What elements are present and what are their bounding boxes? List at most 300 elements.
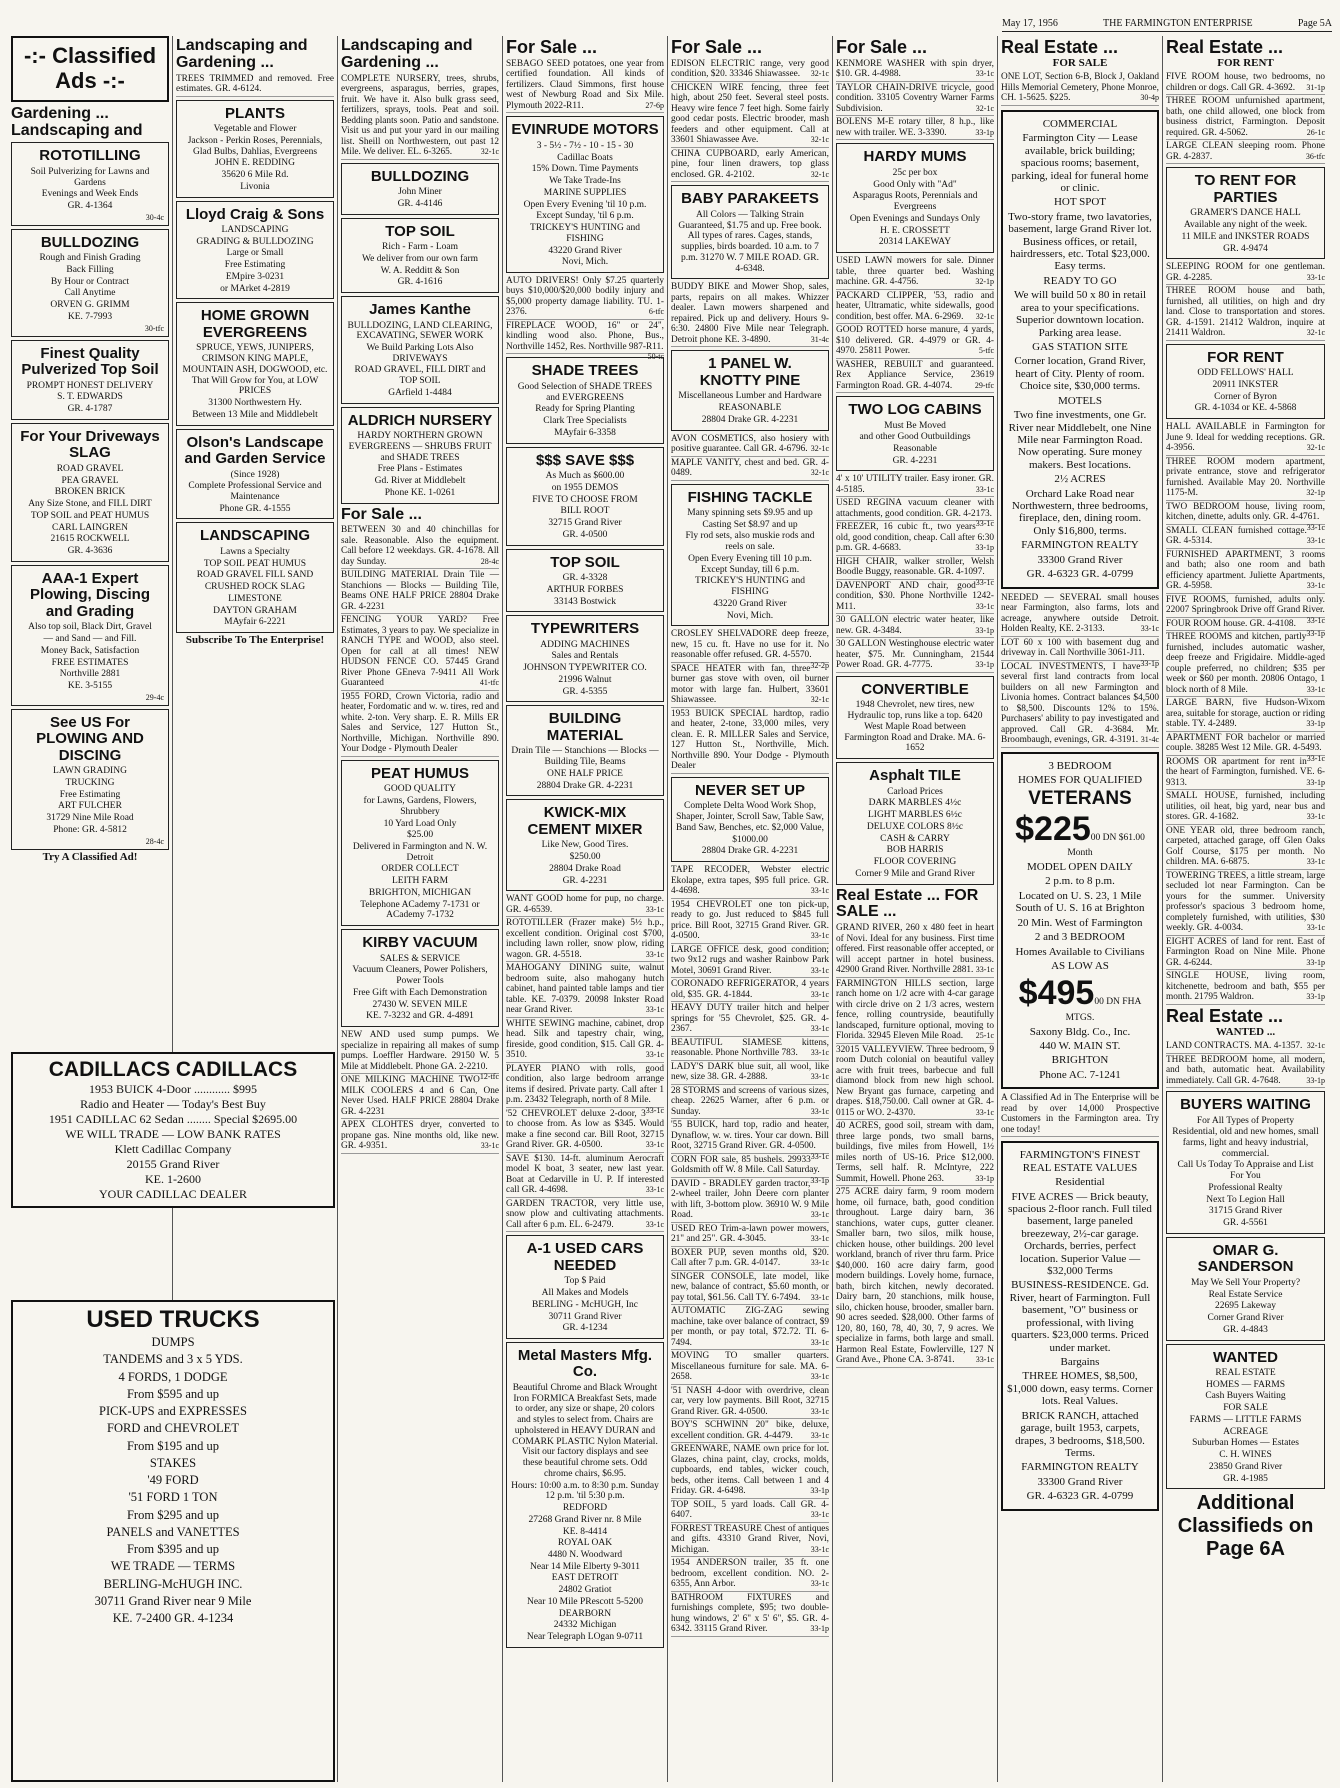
ad-list xyxy=(836,676,994,885)
ad-line: $250.00 xyxy=(569,852,601,863)
ad-line: FIVE TO CHOOSE FROM xyxy=(532,494,638,505)
liner-text: SAVE $130. 14-ft. aluminum Aerocraft model K boat, 3 seater, new last year. Boat at Cedarville in U. P. If interested call GR. 4-4698. xyxy=(506,1153,664,1196)
ad-line: KE. 8-4414 xyxy=(562,1526,608,1537)
ad-line: LIMESTONE xyxy=(228,593,282,604)
liner-text: 30 GALLON Westinghouse electric water heater, $75. Mr. Cunningham, 21544 Power Road. GR. 4-7775. xyxy=(836,639,994,671)
ad-title: TOP SOIL xyxy=(550,553,620,571)
liner-list xyxy=(506,894,664,1232)
liner-code: 33-1p xyxy=(1306,992,1325,1002)
ad-line: GR. 4-1787 xyxy=(67,404,113,415)
liner-text: 28 STORMS and screens of various sizes, cheap. 22625 Warner, after 6 p.m. or Sunday. xyxy=(671,1085,829,1117)
classified-title: -:- Classified Ads -:- xyxy=(11,36,169,102)
ad-line: We deliver from our own farm xyxy=(361,253,479,264)
ad-title: A-1 USED CARS NEEDED xyxy=(526,1240,644,1274)
liner-list xyxy=(836,923,994,1368)
ad-line: Cadillac Boats xyxy=(557,152,613,163)
liner-text: CHICKEN WIRE fencing, three feet high, about 250 feet. Several steel posts. Heavy wire fence 7 feet high. Some fairly good cedar posts. Electric brooder, mash feeders and other equipment. Call at 33601 Shiawassee Ave. xyxy=(671,82,829,146)
liner-ad xyxy=(1166,871,1325,936)
ad-line: 23850 Grand River xyxy=(1208,1461,1283,1472)
ad-line: Near Telegraph LOgan 9-0711 xyxy=(526,1632,644,1643)
liner-ad xyxy=(506,1109,664,1153)
liner-text: BOXER PUP, seven months old, $20. Call after 7 p.m. GR. 4-0147. xyxy=(671,1247,829,1269)
text-line: 1953 BUICK 4-Door ............ $995 xyxy=(89,1082,257,1096)
text-line: WE TRADE — TERMS xyxy=(110,1559,236,1574)
ad-line: SALES & SERVICE xyxy=(380,953,460,964)
ad-line: GR. 4-0500 xyxy=(562,529,608,540)
liner-ad xyxy=(506,963,664,1018)
ad-line: 28804 Drake GR. 4-2231 xyxy=(701,414,799,425)
liner-code: 33-1c xyxy=(1140,624,1159,634)
ad-line: DELUXE COLORS 8½c xyxy=(866,821,964,832)
ad-line: KE. 3-5155 xyxy=(67,680,113,691)
ad-line: HOMES — FARMS xyxy=(1205,1379,1285,1390)
ad-title: BUYERS WAITING xyxy=(1180,1096,1311,1113)
liner-text: BUDDY BIKE and Mower Shop, sales, parts, repairs on all makes. Whizzer dealer. Lawn mowers sharpened and repaired. Pick up and delivery. Hours 9-6:30. 24800 Five Mile near Telegraph. Detroit phone KE. 3-4890. xyxy=(671,282,829,345)
liner-ad xyxy=(341,570,499,614)
liner-ad xyxy=(671,83,829,148)
liner-code: 29-tfc xyxy=(974,380,994,390)
ad-line: Professional Realty xyxy=(1208,1182,1283,1193)
display-ad xyxy=(176,201,334,300)
liner-code: 33-1c xyxy=(1306,615,1325,625)
liner-ad xyxy=(671,1500,829,1523)
ad-line: Call Anytime xyxy=(64,288,116,299)
text-line: Phone AC. 7-1241 xyxy=(1039,1068,1121,1081)
liner-text: LOT 60 x 100 with basement dug and driveway in. Call Northville 3061-J11. xyxy=(1001,637,1159,659)
liner-text: FIVE ROOMS, furnished, adults only. 22007 Springbrook Drive off Grand River. xyxy=(1166,594,1325,616)
ad-line: ROAD GRAVEL, FILL DIRT and TOP SOIL xyxy=(354,365,486,387)
ad-title: KWICK-MIX CEMENT MIXER xyxy=(527,804,643,838)
text-line: 2 p.m. to 8 p.m. xyxy=(1045,875,1115,888)
liner-text: USED REO Trim-a-lawn power mowers, 21" and 25". GR. 4-3045. xyxy=(671,1223,829,1245)
liner-text: PACKARD CLIPPER, '53, radio and heater, Ultramatic, white sidewalls, good condition, best offer. MA. 6-2969. xyxy=(836,290,994,322)
ad-line: DARK MARBLES 4½c xyxy=(868,798,962,809)
liner-ad xyxy=(1166,422,1325,456)
ad-title: James Kanthe xyxy=(369,301,471,318)
liner-ad xyxy=(836,1045,994,1121)
ad-line: CARL LAINGREN xyxy=(52,522,128,533)
ad-line: 30711 Grand River xyxy=(548,1311,622,1322)
vet-headline-2: HOMES FOR QUALIFIED xyxy=(1017,774,1143,786)
liner-code: 33-1p xyxy=(1306,1075,1325,1085)
liner-ad xyxy=(1166,937,1325,971)
ad-line: JOHNSON TYPEWRITER CO. xyxy=(523,663,647,674)
display-ad xyxy=(506,1342,664,1648)
ad-line: 20314 LAKEWAY xyxy=(878,237,952,248)
text-line: BRIGHTON xyxy=(1051,1054,1109,1067)
liner-code: 26-1c xyxy=(1306,127,1325,137)
subscribe-line: Subscribe To The Enterprise! xyxy=(185,634,325,647)
liner-text: 32015 VALLEYVIEW. Three bedroom, 9 room Dutch colonial on beautiful valley acre with fruit trees, barbecue and full diamond block from new high school. New Bryant gas furnace, carpeting and drapes. $18,750.00. Call owner at GR. 4-0115 or WO. 2-4370. xyxy=(836,1044,994,1118)
ad-line: TRUCKING xyxy=(65,777,115,788)
liner-ad xyxy=(1166,457,1325,501)
display-ad xyxy=(11,229,169,337)
liner-code: 33-1c xyxy=(645,1140,664,1150)
ad-line: Good Only with "Ad" xyxy=(873,179,957,190)
liner-text: ROOMS OR apartment for rent in the heart of Farmington, furnished. VE. 6-9313. xyxy=(1166,756,1325,788)
display-ad xyxy=(506,1235,664,1339)
section-header: For Sale ... xyxy=(836,37,928,57)
liner-list xyxy=(341,1030,499,1154)
liner-ad xyxy=(1166,550,1325,594)
text-line: HOT SPOT xyxy=(1053,196,1107,209)
cadillac-headline: CADILLACS CADILLACS xyxy=(48,1058,298,1081)
ad-line: Delivered in Farmington and N. W. Detroit xyxy=(352,842,488,863)
liner-ad xyxy=(836,256,994,290)
liner-code: 33-1c xyxy=(1306,684,1325,694)
liner-text: HIGH CHAIR, walker stroller, Welsh Boodle Buggy, reasonable. GR. 4-1097. xyxy=(836,556,994,578)
liner-code: 33-1c xyxy=(1306,272,1325,282)
ad-line: ADDING MACHINES xyxy=(540,639,630,650)
ad-line: LAWN GRADING xyxy=(53,766,127,777)
ad-line: Any Size Stone, and FILL DIRT xyxy=(28,499,152,510)
liner-code: 32-1c xyxy=(810,695,829,705)
ad-line: for Lawns, Gardens, Flowers, Shrubbery xyxy=(363,796,477,817)
ad-title: CONVERTIBLE xyxy=(861,680,969,698)
text-line: Residential xyxy=(1055,1176,1105,1189)
ad-line: Near 10 Mile PRescott 5-5200 xyxy=(526,1596,644,1607)
ad-line: 31715 Grand River xyxy=(1208,1206,1283,1217)
liner-code: 30-4p xyxy=(1140,93,1159,103)
ad-title: OMAR G. SANDERSON xyxy=(1197,1241,1294,1276)
cadillac-ad xyxy=(11,1052,335,1208)
liner-text: '52 CHEVROLET deluxe 2-door, 3 to choose from. As low as $345. Would make a fine second car. Bill Root, 32715 Grand River. GR. 4-0500. xyxy=(506,1108,664,1151)
liner-ad xyxy=(506,1154,664,1198)
liner-text: FARMINGTON HILLS section, large ranch home on 1/2 acre with 4-car garage with circle drive on 2 1/3 acres, western fence, rolling countryside, beautifully landscaped, furniture optional, moving to Florida. 32945 Eleven Mile Road. xyxy=(836,978,994,1042)
vet-price-1: $225 xyxy=(1015,809,1091,848)
ad-line: Open Every Evening 'til 10 p.m. xyxy=(523,199,647,210)
liner-code: 33-1c xyxy=(810,1292,829,1302)
ad-line: For All Types of Property xyxy=(1196,1115,1295,1126)
liner-code: 33-1c xyxy=(810,1151,829,1161)
liner-list xyxy=(1166,422,1325,1005)
liner-text: SINGER CONSOLE, late model, like new, balance of contract, $5.60 month, or pay total, $61.56. Call TY. 6-7494. xyxy=(671,1271,829,1303)
display-ad xyxy=(341,296,499,404)
ad-list xyxy=(341,760,499,1027)
liner-code: 33-1p xyxy=(1306,719,1325,729)
display-ad xyxy=(11,565,169,706)
ad-line: BERLING - McHUGH, Inc xyxy=(531,1299,639,1310)
ad-line: BOB HARRIS xyxy=(886,845,944,856)
liner-ad xyxy=(671,1248,829,1271)
liner-list xyxy=(1001,72,1159,106)
ad-line: Corner of Byron xyxy=(1214,391,1277,402)
liner-ad xyxy=(671,149,829,183)
display-ad xyxy=(836,143,994,253)
ad-line: As Much as $600.00 xyxy=(545,471,625,482)
liner-code: 32-1c xyxy=(480,147,499,157)
text-line: 440 W. MAIN ST. xyxy=(1039,1039,1121,1052)
liner-text: CORONADO REFRIGERATOR, 4 years old, $35. GR. 4-1844. xyxy=(671,979,829,1000)
ad-line: 31300 Northwestern Hy. xyxy=(208,398,302,409)
ad-line: Rough and Finish Grading xyxy=(39,253,141,264)
ad-line: GR. 4-3636 xyxy=(67,546,113,557)
ad-line: GR. 4-3328 xyxy=(562,573,608,584)
liner-list xyxy=(1001,593,1159,748)
section-header: Real Estate ... xyxy=(1001,37,1119,57)
ad-title: EVINRUDE MOTORS xyxy=(511,121,659,139)
ad-title: 1 PANEL W. KNOTTY PINE xyxy=(699,355,801,389)
ad-line: EAST DETROIT xyxy=(551,1573,619,1584)
liner-ad xyxy=(836,291,994,325)
ad-line: Like New, Good Tires. xyxy=(541,840,629,851)
display-ad xyxy=(671,484,829,627)
additional-classifieds-note: Additional Classifieds on Page 6A xyxy=(1177,1492,1314,1561)
liner-ad xyxy=(671,1224,829,1247)
liner-text: 1953 BUICK SPECIAL hardtop, radio and heater, 2-tone, 33,000 miles, very clean. E. R. MILLER Sales and Service, 127 Hutton St., Northville, Mich. Northville 890. Your Dodge - Plymouth Dealer xyxy=(671,708,829,772)
ad-line: GR. 4-9474 xyxy=(1223,243,1268,254)
ad-line: GR. 4-2231 xyxy=(892,455,938,466)
ad-line: Phone GR. 4-1555 xyxy=(219,503,291,514)
liner-text: SMALL CLEAN furnished cottage. GR. 4-5314. xyxy=(1166,525,1307,547)
liner-list xyxy=(1166,1041,1325,1088)
liner-text: HALL AVAILABLE in Farmington for June 9. Ideal for wedding receptions. GR. 4-3956. xyxy=(1166,422,1325,454)
liner-text: ROTOTILLER (Frazer make) 5½ h.p., excellent condition. Original cost $700, including lawn roller, snow plow, riding wagon. GR. 4-5518. xyxy=(506,918,664,960)
liner-code: 50-tc xyxy=(647,352,664,362)
ad-line: 22695 Lakeway xyxy=(1215,1301,1276,1312)
liner-ad xyxy=(1001,593,1159,637)
ad-line: FOR SALE xyxy=(1223,1403,1268,1414)
ad-code: 29-4c xyxy=(145,692,164,702)
ad-line: Lawns a Specialty xyxy=(220,546,290,557)
text-line: BRICK RANCH, attached garage, built 1953, carpets, drapes, 3 bedrooms, $18,500. Terms. xyxy=(1015,1409,1145,1459)
liner-text: 275 ACRE dairy farm, 9 room modern home, oil furnace, bath, good condition throughout. Large dairy barn, 36 stanchions, water cups, gutter cleaner. Smaller barn, two silos, milk house, chicken house, other buildings. 200 level workland, branch of river thru farm. Price $40,000. 160 acre dairy farm, good modern buildings. Lovely home, furnace, bath, birch kitchen, newly decorated. Dairy barn, 20 stanchions, milk house, silo, chicken house, brooder, smaller barn. 90 acres seeded. $28,000. Other farms of 120, 80, 160, 78, 40, 30, 7, 9 acres. We specialize in farms, both large and small. Harmon Real Estate, Fowlerville, 127 N Grand Ave., Phone CA. 3-8741. xyxy=(836,1187,994,1366)
ad-line: Beautiful Chrome and Black Wrought Iron FORMICA Breakfast Sets, made to order, any size or shape, 20 colors and styles to select from. Chairs are upholstered in HEAVY DURAN and COMARK PLASTIC Nylon Material. Visit our factory displays and see these beautiful chrome sets. Odd chrome chairs, $6.95. xyxy=(512,1382,658,1479)
liner-ad xyxy=(1166,732,1325,763)
ad-line: 25c per box xyxy=(892,167,938,178)
liner-ad xyxy=(836,117,994,140)
ad-line: H. E. CROSSETT xyxy=(880,225,950,236)
liner-ad xyxy=(836,522,994,556)
liner-code: 31-4c xyxy=(1140,735,1159,745)
liner-ad xyxy=(671,1420,829,1443)
text-line: From $595 and up xyxy=(126,1386,219,1401)
liner-code: 33-1p xyxy=(810,1175,829,1185)
liner-code: 32-1c xyxy=(1306,443,1325,453)
liner-ad xyxy=(506,918,664,962)
column-3 xyxy=(338,36,503,1782)
liner-code: 33-1c xyxy=(1306,536,1325,546)
ad-line: HARDY NORTHERN GROWN EVERGREENS — SHRUBS FRUIT and SHADE TREES xyxy=(348,431,492,463)
ad-line: 10 Yard Load Only xyxy=(383,818,457,829)
ad-line: Hours: 10:00 a.m. to 8:30 p.m. Sunday 12 p.m. 'til 5:30 p.m. xyxy=(511,1480,659,1502)
ad-line: 43220 Grand River xyxy=(713,598,787,609)
liner-code: 33-1c xyxy=(645,1105,664,1115)
ad-title: See US For PLOWING AND DISCING xyxy=(36,713,144,764)
ad-line: Free Estimating xyxy=(59,789,121,800)
ad-title: LANDSCAPING xyxy=(199,527,310,545)
liner-code: 33-1c xyxy=(810,1024,829,1034)
liner-code: 33-1p xyxy=(975,543,994,553)
liner-text: LARGE CLEAN sleeping room. Phone GR. 4-2837. xyxy=(1166,141,1325,162)
ad-line: Fly rod sets, also muskie rods and reels on sale. xyxy=(685,531,815,553)
liner-ad xyxy=(1166,757,1325,791)
ad-list xyxy=(836,396,994,471)
display-ad xyxy=(671,350,829,430)
liner-ad xyxy=(1166,1055,1325,1089)
ad-line: TOP SOIL PEAT HUMUS xyxy=(203,558,307,569)
text-line: From $295 and up xyxy=(126,1507,219,1522)
ad-title: BABY PARAKEETS xyxy=(681,190,819,208)
liner-list xyxy=(341,74,499,160)
text-line: 33300 Grand River xyxy=(1037,553,1123,566)
ad-title: TO RENT FOR PARTIES xyxy=(1194,172,1297,206)
ad-line: 28804 Drake GR. 4-2231 xyxy=(701,846,799,857)
liner-ad xyxy=(1166,618,1325,639)
liner-ad xyxy=(671,865,829,899)
display-ad xyxy=(836,396,994,471)
display-ad xyxy=(671,777,829,862)
liner-code: 36-tfc xyxy=(1305,151,1325,161)
liner-text: SLEEPING ROOM for one gentleman. GR. 4-2285. xyxy=(1166,262,1325,283)
vet-price-2: $495 xyxy=(1018,974,1095,1013)
ad-code: 30-4c xyxy=(145,212,164,222)
ad-list xyxy=(671,350,829,430)
liner-ad xyxy=(341,692,499,757)
liner-code: 33-1p xyxy=(1140,658,1159,668)
display-ad xyxy=(1166,344,1325,419)
ad-title: Olson's Landscape and Garden Service xyxy=(184,433,326,468)
text-line: 2½ ACRES xyxy=(1054,473,1106,486)
liner-text: APEX CLOHTES dryer, converted to propane gas. Nine months old, like new. GR. 4-9351. xyxy=(341,1120,499,1152)
liner-list xyxy=(671,282,829,347)
ad-line: 27430 W. SEVEN MILE xyxy=(372,999,468,1010)
ad-line: 4480 N. Woodward xyxy=(547,1549,623,1560)
masthead xyxy=(1002,18,1332,32)
text-line: Saxony Bldg. Co., Inc. xyxy=(1029,1025,1131,1038)
ad-title: PLANTS xyxy=(225,104,285,122)
ad-line: May We Sell Your Property? xyxy=(1190,1277,1301,1288)
ad-line: Back Filling xyxy=(66,265,114,276)
liner-text: BUILDING MATERIAL Drain Tile — Stanchions — Blocks — Building Tile, Beams ONE HALF PRICE 28804 Drake GR. 4-2231 xyxy=(341,570,499,612)
section-subheader: WANTED ... xyxy=(1215,1025,1276,1038)
vet-contact-lines xyxy=(1007,1026,1153,1082)
liner-ad xyxy=(836,581,994,615)
ad-line: GR. 4-4843 xyxy=(1223,1324,1268,1335)
ad-list xyxy=(506,1235,664,1648)
ad-line: GR. 4-2231 xyxy=(562,875,608,886)
ad-line: ROYAL OAK xyxy=(557,1538,613,1549)
liner-code: 32-1c xyxy=(810,135,829,145)
ad-line: Money Back, Satisfaction xyxy=(40,645,140,656)
display-ad xyxy=(1166,1091,1325,1234)
liner-text: '55 BUICK, hard top, radio and heater, Dynaflow, w. w. tires. Your car down. Bill Root, 32715 Grand River. GR. 4-0500. xyxy=(671,1120,829,1152)
cadillac-lines xyxy=(17,1082,329,1202)
ad-list xyxy=(671,777,829,862)
ad-line: Casting Set $8.97 and up xyxy=(702,519,798,530)
liner-code: 33-1c xyxy=(1306,857,1325,867)
liner-code: 33-1c xyxy=(1306,812,1325,822)
ad-line: ORDER COLLECT xyxy=(381,864,459,875)
liner-code: 32-1c xyxy=(810,444,829,453)
column-6 xyxy=(833,36,998,1782)
liner-text: BOY'S SCHWINN 20" bike, deluxe, excellent condition. GR. 4-4479. xyxy=(671,1420,829,1441)
liner-text: DAVID - BRADLEY garden tractor, 2-wheel trailer, John Deere corn planter with lift, 3-bottom plow. 36910 W. 9 Mile Road. xyxy=(671,1178,829,1221)
liner-ad xyxy=(506,320,664,362)
liner-code: 33-1c xyxy=(975,1355,994,1365)
ad-line: Reasonable xyxy=(893,444,937,454)
text-line: PANELS and VANETTES xyxy=(106,1524,240,1539)
liner-text: GREENWARE, NAME own price for lot. Glazes, china paint, clay, crocks, molds, cupboards, end tables, wicker couch, beds, other items. Call between 1 and 4 Friday. GR. 4-6498. xyxy=(671,1444,829,1497)
ad-line: Open Every Evening till 10 p.m. Except Sunday, till 6 p.m. xyxy=(688,553,812,575)
ad-list xyxy=(11,142,169,849)
liner-code: 33-1c xyxy=(975,69,994,79)
ad-line: EMpire 3-0231 xyxy=(225,271,285,282)
liner-code: 33-1c xyxy=(1306,581,1325,591)
text-line: Corner location, Grand River, heart of City. Plenty of room. Choice site, $30,000 terms. xyxy=(1014,355,1146,393)
liner-text: FREEZER, 16 cubic ft., two years old, good condition, cheap. Call after 6:30 p.m. GR. 4-6683. xyxy=(836,522,994,554)
ad-line: 20911 INKSTER xyxy=(1212,379,1279,390)
ad-line: KE. 7-7993 xyxy=(67,311,113,322)
ad-line: 15% Down. Time Payments xyxy=(531,164,639,175)
liner-text: EDISON ELECTRIC range, very good condition, $20. 33346 Shiawassee. xyxy=(671,58,829,80)
liner-ad xyxy=(836,923,994,978)
liner-ad xyxy=(341,1030,499,1082)
liner-text: SMALL HOUSE, furnished, including utilities, oil heat, big yard, near bus and stores. GR. 4-1682. xyxy=(1166,791,1325,823)
ad-title: Asphalt TILE xyxy=(869,767,961,785)
ad-line: BILL ROOT xyxy=(560,506,610,517)
liner-ad xyxy=(671,1524,829,1558)
ad-line: LIGHT MARBLES 6½c xyxy=(867,810,963,821)
text-line: Two fine investments, one Gr. River near Middlebelt, one Nine Mile near Farmington Road. Now operating. Sure money makers. Best locations. xyxy=(1008,409,1152,471)
display-ad xyxy=(506,447,664,546)
text-line: YOUR CADILLAC DEALER xyxy=(99,1187,247,1201)
liner-text: 40 ACRES, good soil, stream with dam, three large ponds, two small barns, buildings, five miles from Howell, 1½ miles north of US-16. Price $12,000. Terms, sell half. R. McIntyre, 222 Summit, Howell. Phone 263. xyxy=(836,1121,994,1184)
liner-ad xyxy=(836,474,994,497)
liner-ad xyxy=(341,1075,499,1119)
text-line: Orchard Lake Road near Northwestern, three bedrooms, fireplace, den, dining room. Only $16,800, terms. xyxy=(1011,487,1149,537)
liner-ad xyxy=(671,1593,829,1637)
ad-line: Novi, Mich. xyxy=(561,257,609,268)
liner-text: FIREPLACE WOOD, 16" or 24", kindling wood also. Phone, Bus., Northville 1452, Res. Northville 987-R11. xyxy=(506,320,664,352)
liner-ad xyxy=(671,1086,829,1120)
ad-line: (Since 1928) xyxy=(230,469,280,480)
liner-ad xyxy=(506,1063,664,1115)
liner-text: LAND CONTRACTS. MA. 4-1357. xyxy=(1166,1041,1303,1051)
liner-text: WHITE SEWING machine, cabinet, drop head. Silk and tapestry chair, wing, fireside, good condition, $15. Call GR. 4-3510. xyxy=(506,1018,664,1061)
ad-line: TOP SOIL and PEAT HUMUS xyxy=(30,510,150,521)
liner-text: CHINA CUPBOARD, early American, pine, four linen drawers, top glass enclosed. GR. 4-2102. xyxy=(671,148,829,180)
try-line: Try A Classified Ad! xyxy=(42,850,138,863)
liner-ad xyxy=(671,1120,829,1161)
liner-text: MOVING TO smaller quarters. Miscellaneous furniture for sale. MA. 6-2658. xyxy=(671,1351,829,1383)
ad-line: $1000.00 xyxy=(732,834,768,845)
liner-code: 33-1p xyxy=(1306,777,1325,787)
ad-line: 28804 Drake Road xyxy=(549,863,621,874)
liner-text: 1954 CHEVROLET one ton pick-up, ready to go. Just reduced to $845 full price. Bill Root, 32715 Grand River. GR. 4-0500. xyxy=(671,899,829,942)
liner-text: 30 GALLON electric water heater, like new. GR. 4-3484. xyxy=(836,615,994,636)
ad-list xyxy=(506,357,664,891)
liner-code: 33-1c xyxy=(645,1050,664,1060)
ad-title: TOP SOIL xyxy=(385,222,455,240)
liner-text: BATHROOM FIXTURES and furnishings complete, $95; two double-hung windows, 2' 6" x 5' 6", $5. GR. 4-6342. 33115 Grand River. xyxy=(671,1592,829,1635)
liner-code: 33-1c xyxy=(810,989,829,999)
ad-line: 21615 ROCKWELL xyxy=(50,534,130,545)
ad-line: REASONABLE xyxy=(718,403,782,414)
ad-line: Free Gift with Each Demonstration xyxy=(352,987,488,998)
liner-ad xyxy=(836,1121,994,1186)
liner-text: EIGHT ACRES of land for rent. East of Farmington Road on Nine Mile. Phone GR. 4-6244. xyxy=(1166,936,1325,968)
ad-line: Complete Delta Wood Work Shop, Shaper, Jointer, Scroll Saw, Table Saw, Band Saw, Benches, etc. $2,000 Value, xyxy=(676,801,825,833)
liner-code: 33-1p xyxy=(810,1486,829,1496)
ad-line: Corner Grand River xyxy=(1207,1313,1284,1324)
ad-title: For Your Driveways SLAG xyxy=(20,427,160,462)
liner-ad xyxy=(836,83,994,117)
ad-title: KIRBY VACUUM xyxy=(362,934,478,952)
liner-text: GARDEN TRACTOR, very little use, snow plow and cultivating attachments. Call after 6 p.m. EL. 6-2479. xyxy=(506,1198,664,1230)
liner-ad xyxy=(1166,262,1325,285)
liner-text: NEEDED — SEVERAL small houses near Farmington, also farms, lots and acreage, anywhere outside Detroit. Holden Realty, KE. 2-3133. xyxy=(1001,592,1159,635)
